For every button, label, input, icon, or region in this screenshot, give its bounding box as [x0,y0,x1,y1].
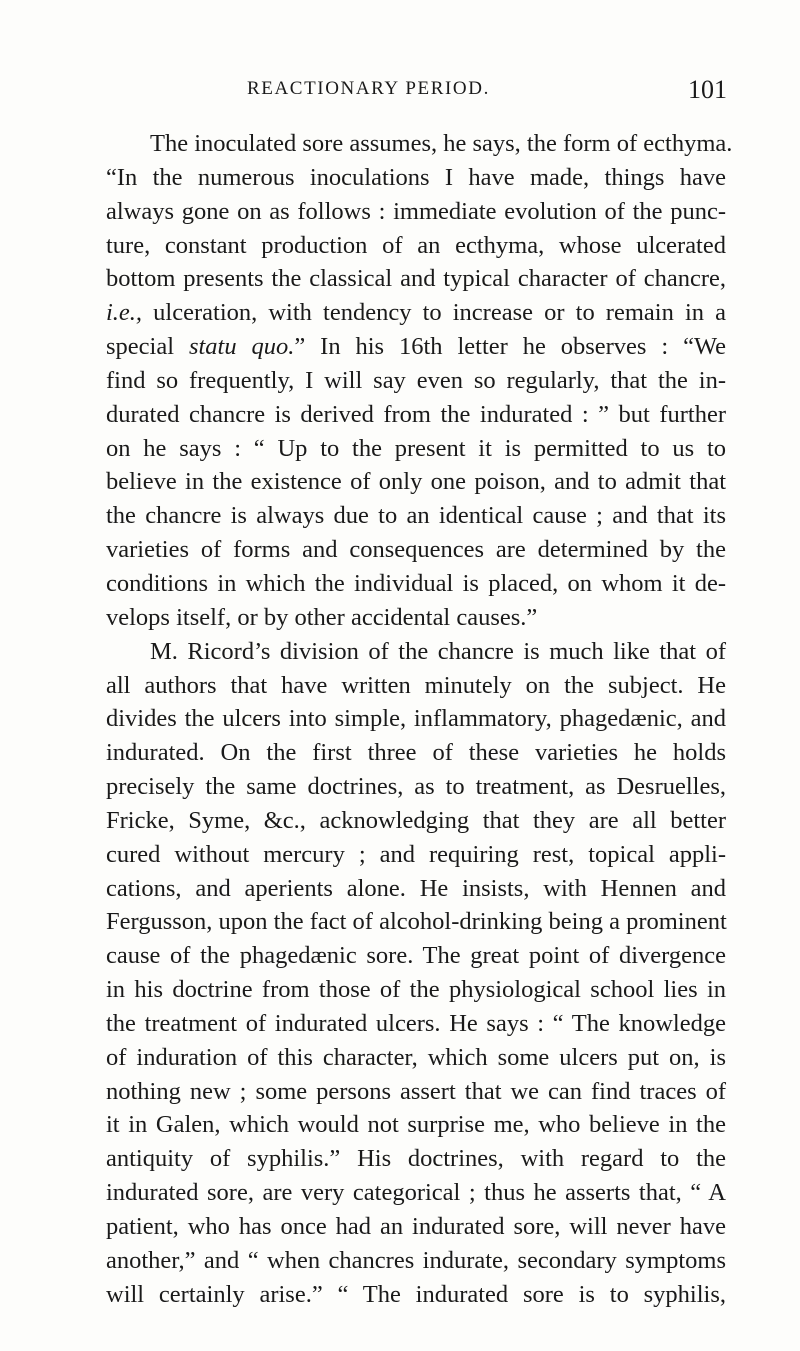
text-line: velops itself, or by other accidental causes.” [106,603,538,631]
italic-phrase: statu quo. [188,333,295,361]
text-line: patient, who has once had an indurated sore, will never have [106,1213,726,1240]
text-line: will certainly arise.” “ The indurated sore is to syphilis, [106,1280,726,1308]
text-line: indurated. On the first three of these varieties he holds [106,739,726,767]
text-line: varieties of forms and consequences are determined by the [106,536,726,564]
text-line: divides the ulcers into simple, inflammatory, phagedænic, and [106,705,726,733]
text-line: find so frequently, I will say even so regularly, that the in- [106,366,726,394]
text-line: “In the numerous inoculations I have made, things have [106,163,726,191]
page-number: 101 [688,75,727,104]
text-line: ture, constant production of an ecthyma, whose ulcerated [106,231,726,259]
body-text [106,127,733,1312]
text-line: all authors that have written minutely on the subject. He [106,671,726,699]
text-line: it in Galen, which would not surprise me, who believe in the [106,1111,726,1139]
text-line: the chancre is always due to an identical cause ; and that its [106,502,726,530]
text-line: believe in the existence of only one poison, and to admit that [106,468,726,496]
text-line: i.e., ulceration, with tendency to increase or to remain in a [106,299,726,327]
text-line: durated chancre is derived from the indurated : ” but further [106,400,726,428]
text-line: another,” and “ when chancres indurate, secondary symptoms [106,1246,726,1274]
running-head [247,75,727,108]
text-line: Fergusson, upon the fact of alcohol-drinking being a prominent [106,908,727,936]
text-line: always gone on as follows : immediate evolution of the punc- [106,197,726,225]
text-line: the treatment of indurated ulcers. He says : “ The knowledge [106,1009,726,1037]
text-line: cations, and aperients alone. He insists, with Hennen and [106,874,726,902]
italic-phrase: i.e., [106,299,143,327]
text-line: special statu quo.” In his 16th letter he observes : “We [106,333,726,361]
text-line: precisely the same doctrines, as to treatment, as Desruelles, [106,773,726,801]
text-line: M. Ricord’s division of the chancre is much like that of [150,637,726,665]
text-line: in his doctrine from those of the physiological school lies in [106,976,726,1004]
text-line: Fricke, Syme, &c., acknowledging that they are all better [106,806,726,834]
text-line: indurated sore, are very categorical ; thus he asserts that, “ A [106,1179,726,1207]
text-line: conditions in which the individual is placed, on whom it de- [106,569,726,597]
text-line: cause of the phagedænic sore. The great point of divergence [106,942,726,970]
text-line: of induration of this character, which some ulcers put on, is [106,1043,726,1071]
text-line: antiquity of syphilis.” His doctrines, with regard to the [106,1145,726,1173]
running-title: REACTIONARY PERIOD. [247,78,490,99]
text-line: bottom presents the classical and typical character of chancre, [106,265,726,293]
text-line: on he says : “ Up to the present it is permitted to us to [106,434,726,462]
text-line: The inoculated sore assumes, he says, the form of ecthyma. [150,130,733,157]
text-line: nothing new ; some persons assert that we can find traces of [106,1077,726,1105]
text-line: cured without mercury ; and requiring rest, topical appli- [106,840,726,868]
